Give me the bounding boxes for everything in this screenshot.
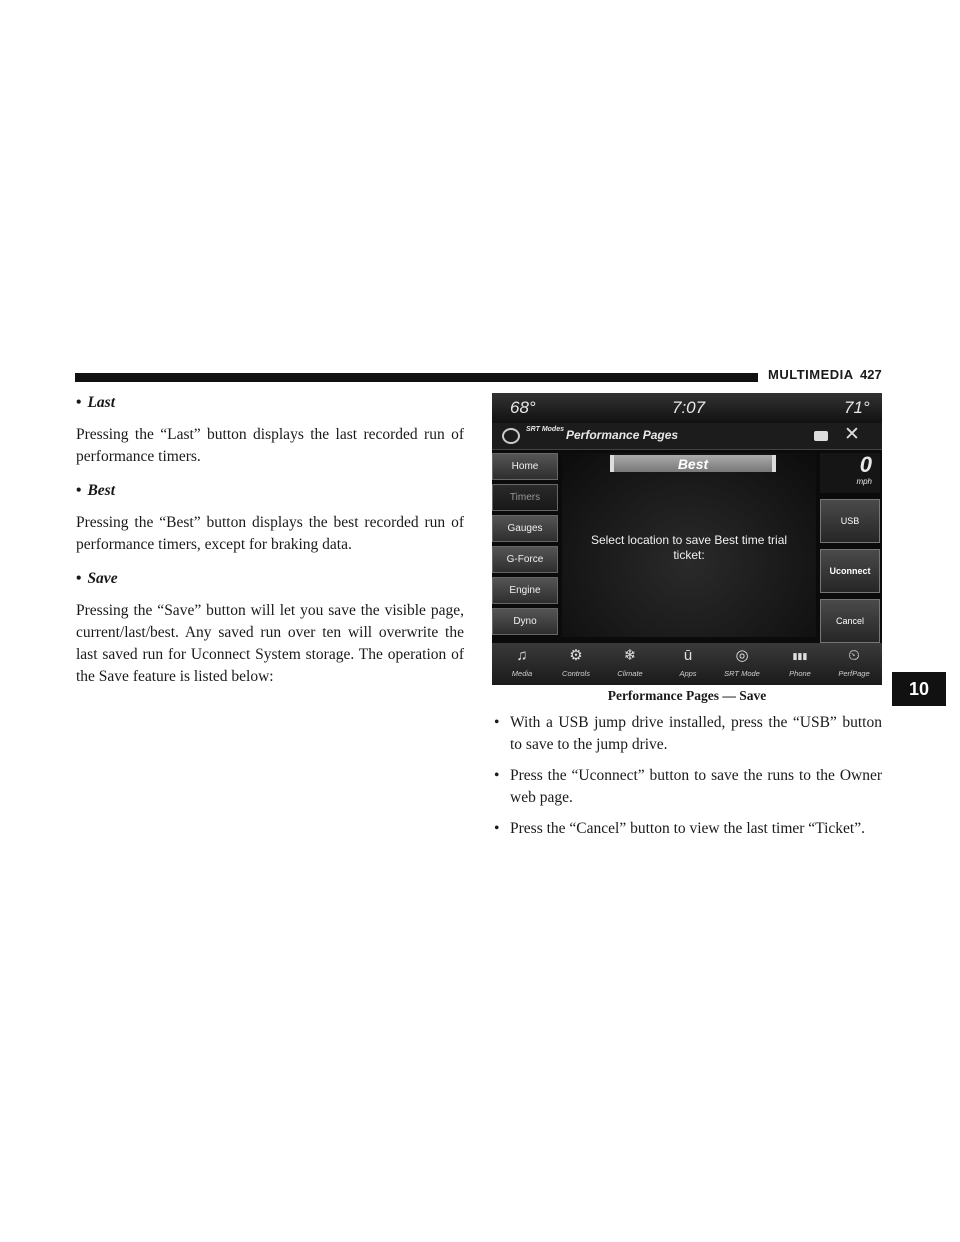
right-column xyxy=(494,712,882,849)
dock-apps[interactable]: ū Apps xyxy=(664,643,712,685)
nav-engine-button[interactable]: Engine xyxy=(492,577,558,604)
figure-caption: Performance Pages — Save xyxy=(607,688,767,703)
srt-mode-icon: ◎ xyxy=(735,647,749,664)
outside-temp-right: 71° xyxy=(844,398,870,417)
page-number: 427 xyxy=(860,367,882,382)
nav-timers-button[interactable]: Timers xyxy=(492,484,558,511)
speed-value: 0 xyxy=(859,452,872,477)
paragraph-last: Pressing the “Last” button displays the last recorded run of performance timers. xyxy=(76,426,464,465)
bullet-last: • Last xyxy=(76,394,115,411)
dock-controls[interactable]: ⚙ Controls xyxy=(552,643,600,685)
clock: 7:07 xyxy=(672,398,706,417)
apps-icon: ū xyxy=(683,647,693,664)
status-bar xyxy=(492,393,882,423)
nav-gauges-button[interactable]: Gauges xyxy=(492,515,558,542)
cancel-button[interactable]: Cancel xyxy=(820,599,880,643)
list-item: • Press the “Cancel” button to view the last timer “Ticket”. xyxy=(494,820,865,837)
dock-phone[interactable]: ▮▮▮ Phone xyxy=(776,643,824,685)
side-nav xyxy=(492,453,558,639)
performance-page-icon: ⏲ xyxy=(848,647,860,664)
bullet-best: • Best xyxy=(76,482,115,499)
speed-unit: mph xyxy=(856,477,872,486)
chapter-tab: 10 xyxy=(892,672,946,706)
dock-perfpage[interactable]: ⏲ PerfPage xyxy=(830,643,878,685)
left-column xyxy=(76,392,464,700)
center-display xyxy=(562,453,816,637)
nav-gforce-button[interactable]: G-Force xyxy=(492,546,558,573)
bottom-dock xyxy=(492,643,882,685)
close-icon[interactable]: ✕ xyxy=(844,424,860,445)
right-panel xyxy=(820,453,880,643)
speed-readout xyxy=(820,453,880,493)
seat-control-icon: ⚙ xyxy=(569,647,583,664)
header-rule xyxy=(75,373,758,382)
dock-media[interactable]: ♫ Media xyxy=(498,643,546,685)
usb-button[interactable]: USB xyxy=(820,499,880,543)
title-bar xyxy=(492,423,882,450)
performance-pages-screenshot xyxy=(492,393,882,685)
music-note-icon: ♫ xyxy=(516,647,528,664)
srt-logo-icon xyxy=(502,428,520,444)
srt-modes-logo-text: SRT Modes xyxy=(526,426,564,433)
section-title: MULTIMEDIA xyxy=(768,367,854,382)
save-location-message: Select location to save Best time trial ticket: xyxy=(590,533,788,562)
nav-dyno-button[interactable]: Dyno xyxy=(492,608,558,635)
climate-icon: ❄ xyxy=(623,647,637,664)
paragraph-best: Pressing the “Best” button displays the best recorded run of performance timers, except for braking data. xyxy=(76,514,464,553)
outside-temp-left: 68° xyxy=(510,398,536,417)
dock-srt-mode[interactable]: ◎ SRT Mode xyxy=(718,643,766,685)
nav-home-button[interactable]: Home xyxy=(492,453,558,480)
camera-icon[interactable] xyxy=(814,431,828,441)
list-item: • Press the “Uconnect” button to save the runs to the Owner web page. xyxy=(494,767,882,806)
dock-climate[interactable]: ❄ Climate xyxy=(606,643,654,685)
uconnect-button[interactable]: Uconnect xyxy=(820,549,880,593)
phone-signal-icon: ▮▮▮ xyxy=(792,651,808,661)
bullet-save: • Save xyxy=(76,570,118,587)
screen-title: Performance Pages xyxy=(566,428,679,442)
list-item: • With a USB jump drive installed, press the “USB” button to save to the jump drive. xyxy=(494,714,882,753)
paragraph-save: Pressing the “Save” button will let you save the visible page, current/last/best. Any saved run over ten will overwrite the last saved run for Uconnect System storage. The operation of the Save feature is listed below: xyxy=(76,602,464,685)
best-banner: Best xyxy=(610,455,776,472)
